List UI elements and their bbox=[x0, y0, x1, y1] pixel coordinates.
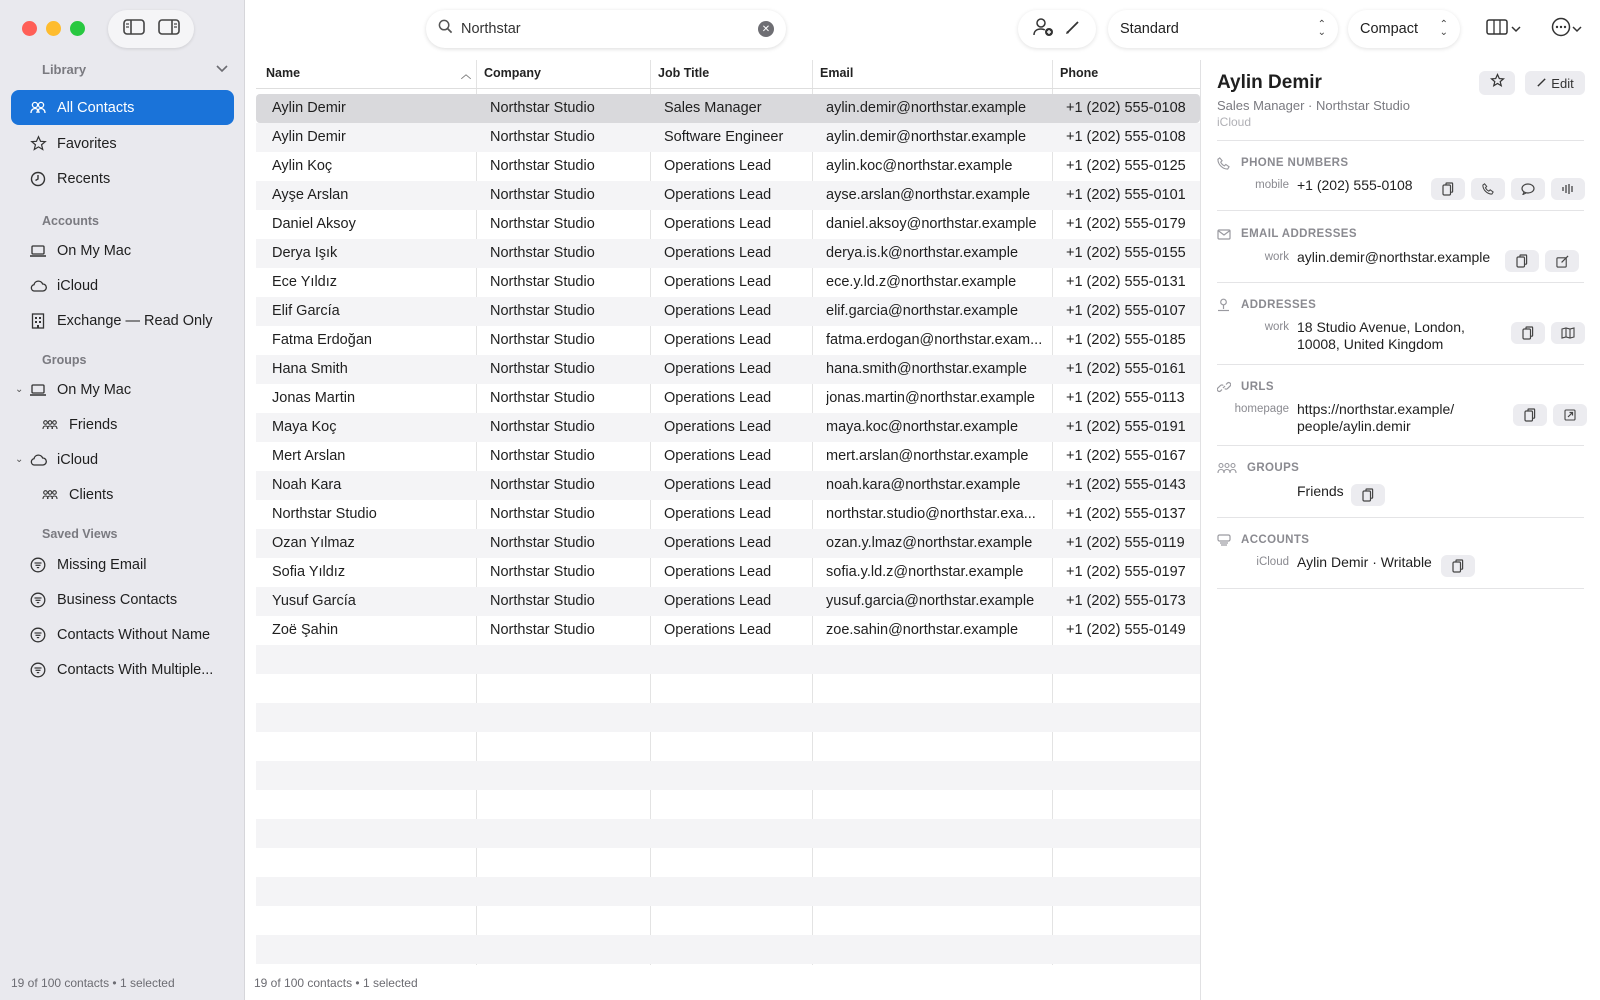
email-field bbox=[1217, 249, 1490, 266]
cell-email: derya.is.k@northstar.example bbox=[826, 245, 1019, 261]
phone-icon bbox=[1217, 155, 1233, 171]
view-mode-select[interactable] bbox=[1108, 10, 1338, 48]
filter-icon bbox=[29, 626, 47, 644]
sidebar-item-label: iCloud bbox=[57, 277, 99, 294]
sidebar-group-clients[interactable] bbox=[11, 477, 234, 512]
phone-label: mobile bbox=[1255, 179, 1289, 191]
cell-title: Operations Lead bbox=[664, 390, 772, 406]
filter-icon bbox=[29, 591, 47, 609]
sidebar-item-label: iCloud bbox=[57, 451, 99, 468]
sidebar-group-icloud[interactable] bbox=[11, 442, 234, 477]
column-header-label: Name bbox=[266, 66, 301, 80]
cell-title: Operations Lead bbox=[664, 187, 772, 203]
group-icon bbox=[1217, 460, 1239, 476]
map-pin-icon bbox=[1217, 297, 1233, 313]
link-icon bbox=[1217, 379, 1233, 395]
empty-row bbox=[256, 935, 1200, 964]
copy-icon[interactable] bbox=[1511, 322, 1545, 344]
phone-value[interactable]: +1 (202) 555-0108 bbox=[1297, 177, 1413, 193]
table-row[interactable] bbox=[256, 355, 1200, 384]
copy-icon[interactable] bbox=[1513, 404, 1547, 426]
table-row[interactable] bbox=[256, 529, 1200, 558]
copy-icon[interactable] bbox=[1351, 484, 1385, 506]
email-value[interactable]: aylin.demir@northstar.example bbox=[1297, 249, 1491, 265]
phone-field bbox=[1217, 177, 1413, 194]
groups-section-title: GROUPS bbox=[1247, 462, 1300, 474]
empty-row bbox=[256, 761, 1200, 790]
cell-phone: +1 (202) 555-0173 bbox=[1066, 593, 1186, 609]
sidebar-item-label: On My Mac bbox=[57, 242, 132, 259]
add-contact-icon[interactable] bbox=[1033, 17, 1055, 42]
saved-views-section-title: Saved Views bbox=[42, 527, 118, 541]
cell-company: Northstar Studio bbox=[490, 419, 595, 435]
filter-icon bbox=[29, 556, 47, 574]
sidebar-item-all-contacts[interactable] bbox=[11, 90, 234, 125]
open-link-icon[interactable] bbox=[1553, 404, 1587, 426]
cell-name: Fatma Erdoğan bbox=[272, 332, 372, 348]
contact-account: iCloud bbox=[1217, 115, 1252, 129]
cell-phone: +1 (202) 555-0155 bbox=[1066, 245, 1186, 261]
cell-name: Zoë Şahin bbox=[272, 622, 339, 638]
cell-name: Ece Yıldız bbox=[272, 274, 338, 290]
email-section bbox=[1217, 226, 1584, 242]
address-section-title: ADDRESSES bbox=[1241, 299, 1317, 311]
group-value[interactable]: Friends bbox=[1297, 483, 1344, 499]
contact-subtitle: Sales Manager · Northstar Studio bbox=[1217, 98, 1410, 113]
empty-row bbox=[256, 703, 1200, 732]
accounts-actions bbox=[1441, 555, 1475, 577]
cell-name: Mert Arslan bbox=[272, 448, 346, 464]
cell-name: Yusuf García bbox=[272, 593, 356, 609]
view-mode-value: Standard bbox=[1120, 21, 1179, 37]
table-row[interactable] bbox=[256, 152, 1200, 181]
cell-company: Northstar Studio bbox=[490, 303, 595, 319]
column-header-email[interactable]: Email bbox=[820, 66, 854, 80]
table-row[interactable] bbox=[256, 239, 1200, 268]
accounts-section bbox=[1217, 532, 1584, 548]
edit-pencil-icon[interactable] bbox=[1064, 18, 1082, 41]
updown-chevron-icon: ⌃ ⌄ bbox=[1439, 19, 1448, 38]
sort-ascending-icon: ︿ bbox=[461, 70, 471, 81]
url-field bbox=[1217, 401, 1454, 435]
cell-phone: +1 (202) 555-0113 bbox=[1066, 390, 1185, 406]
more-menu-button[interactable] bbox=[1540, 10, 1592, 48]
account-label: iCloud bbox=[1256, 556, 1289, 568]
url-actions bbox=[1513, 404, 1587, 426]
window-controls bbox=[22, 21, 85, 36]
contact-detail-panel bbox=[1200, 60, 1600, 1000]
clear-search-icon[interactable]: ✕ bbox=[758, 21, 774, 37]
cell-title: Operations Lead bbox=[664, 303, 772, 319]
saved-view-missing-email[interactable] bbox=[11, 547, 234, 582]
cell-company: Northstar Studio bbox=[490, 187, 595, 203]
cell-title: Operations Lead bbox=[664, 361, 772, 377]
accounts-section-title: ACCOUNTS bbox=[1241, 534, 1310, 546]
sidebar bbox=[0, 0, 245, 1000]
cell-title: Sales Manager bbox=[664, 100, 762, 116]
cell-title: Operations Lead bbox=[664, 274, 772, 290]
cell-phone: +1 (202) 555-0131 bbox=[1066, 274, 1186, 290]
copy-icon[interactable] bbox=[1431, 178, 1465, 200]
cell-phone: +1 (202) 555-0108 bbox=[1066, 129, 1186, 145]
cell-email: fatma.erdogan@northstar.exam... bbox=[826, 332, 1043, 348]
search-icon bbox=[438, 19, 453, 39]
divider bbox=[1217, 588, 1584, 589]
call-icon[interactable] bbox=[1471, 178, 1505, 200]
cloud-icon bbox=[29, 451, 47, 469]
saved-view-business-contacts[interactable] bbox=[11, 582, 234, 617]
cell-title: Operations Lead bbox=[664, 216, 772, 232]
map-icon[interactable] bbox=[1551, 322, 1585, 344]
empty-row bbox=[256, 674, 1200, 703]
table-row[interactable] bbox=[256, 181, 1200, 210]
sidebar-item-label: Exchange — Read Only bbox=[57, 312, 213, 329]
envelope-icon bbox=[1217, 226, 1233, 242]
density-select[interactable] bbox=[1348, 10, 1460, 48]
cell-email: elif.garcia@northstar.example bbox=[826, 303, 1019, 319]
cell-company: Northstar Studio bbox=[490, 593, 595, 609]
table-row[interactable] bbox=[256, 268, 1200, 297]
favorite-button[interactable] bbox=[1479, 71, 1515, 95]
cell-company: Northstar Studio bbox=[490, 361, 595, 377]
empty-row bbox=[256, 790, 1200, 819]
message-bubble-icon[interactable] bbox=[1511, 178, 1545, 200]
divider bbox=[1217, 364, 1584, 365]
search-field[interactable] bbox=[426, 10, 786, 48]
divider bbox=[1217, 445, 1584, 446]
columns-icon bbox=[1486, 19, 1508, 40]
cell-company: Northstar Studio bbox=[490, 245, 595, 261]
sidebar-toggle-group bbox=[108, 10, 194, 48]
cell-title: Software Engineer bbox=[664, 129, 784, 145]
sidebar-item-label: All Contacts bbox=[57, 99, 135, 116]
cell-phone: +1 (202) 555-0179 bbox=[1066, 216, 1186, 232]
contacts-table bbox=[256, 60, 1200, 965]
url-value[interactable] bbox=[1297, 401, 1454, 435]
copy-icon[interactable] bbox=[1441, 555, 1475, 577]
cell-phone: +1 (202) 555-0149 bbox=[1066, 622, 1186, 638]
address-value[interactable] bbox=[1297, 319, 1465, 353]
cell-phone: +1 (202) 555-0161 bbox=[1066, 361, 1186, 377]
table-row[interactable] bbox=[256, 94, 1200, 123]
table-body bbox=[256, 94, 1200, 964]
cell-name: Daniel Aksoy bbox=[272, 216, 356, 232]
library-label: Library bbox=[42, 61, 87, 77]
table-row[interactable] bbox=[256, 413, 1200, 442]
cell-email: aylin.demir@northstar.example bbox=[826, 100, 1027, 116]
sidebar-group-friends[interactable] bbox=[11, 407, 234, 442]
sidebar-item-label: Clients bbox=[69, 486, 114, 503]
library-header[interactable] bbox=[42, 60, 228, 78]
zoom-window-button[interactable] bbox=[70, 21, 85, 36]
empty-row bbox=[256, 645, 1200, 674]
cell-email: yusuf.garcia@northstar.example bbox=[826, 593, 1035, 609]
cell-title: Operations Lead bbox=[664, 419, 772, 435]
table-header bbox=[256, 60, 1200, 89]
table-status: 19 of 100 contacts • 1 selected bbox=[254, 976, 418, 990]
building-icon bbox=[29, 312, 47, 330]
ellipsis-circle-icon bbox=[1551, 17, 1571, 42]
cell-phone: +1 (202) 555-0119 bbox=[1066, 535, 1185, 551]
cell-company: Northstar Studio bbox=[490, 158, 595, 174]
cell-name: Maya Koç bbox=[272, 419, 337, 435]
phone-actions bbox=[1431, 178, 1585, 200]
cell-name: Ozan Yılmaz bbox=[272, 535, 355, 551]
pencil-icon bbox=[1536, 76, 1547, 91]
sidebar-item-label: Business Contacts bbox=[57, 591, 178, 608]
groups-section bbox=[1217, 460, 1584, 476]
empty-row bbox=[256, 877, 1200, 906]
star-icon bbox=[1490, 73, 1505, 93]
columns-menu-button[interactable] bbox=[1474, 10, 1532, 48]
divider bbox=[1217, 282, 1584, 283]
url-label: homepage bbox=[1234, 403, 1289, 415]
sidebar-item-label: On My Mac bbox=[57, 381, 132, 398]
laptop-icon bbox=[29, 242, 47, 260]
cell-title: Operations Lead bbox=[664, 593, 772, 609]
chevron-down-icon bbox=[1511, 20, 1521, 38]
sidebar-item-exchange[interactable] bbox=[11, 303, 234, 338]
cell-phone: +1 (202) 555-0101 bbox=[1066, 187, 1186, 203]
saved-view-contacts-without-name[interactable] bbox=[11, 617, 234, 652]
cell-phone: +1 (202) 555-0167 bbox=[1066, 448, 1186, 464]
empty-row bbox=[256, 848, 1200, 877]
cell-company: Northstar Studio bbox=[490, 100, 595, 116]
compose-icon[interactable] bbox=[1545, 250, 1579, 272]
sidebar-item-label: Contacts With Multiple... bbox=[57, 661, 214, 678]
address-label: work bbox=[1264, 321, 1289, 333]
account-value[interactable]: Aylin Demir · Writable bbox=[1297, 554, 1432, 570]
cell-email: ayse.arslan@northstar.example bbox=[826, 187, 1031, 203]
cell-name: Northstar Studio bbox=[272, 506, 377, 522]
cell-company: Northstar Studio bbox=[490, 390, 595, 406]
copy-icon[interactable] bbox=[1505, 250, 1539, 272]
address-line-1: 18 Studio Avenue, London, bbox=[1297, 319, 1465, 335]
phone-section-title: PHONE NUMBERS bbox=[1241, 157, 1349, 169]
empty-row bbox=[256, 819, 1200, 848]
minimize-window-button[interactable] bbox=[46, 21, 61, 36]
cell-name: Derya Işık bbox=[272, 245, 338, 261]
sidebar-group-on-my-mac[interactable] bbox=[11, 372, 234, 407]
cell-name: Sofia Yıldız bbox=[272, 564, 346, 580]
empty-row bbox=[256, 732, 1200, 761]
column-header-company[interactable]: Company bbox=[484, 66, 541, 80]
cell-name: Aylin Koç bbox=[272, 158, 333, 174]
cell-company: Northstar Studio bbox=[490, 448, 595, 464]
table-row[interactable] bbox=[256, 297, 1200, 326]
cell-company: Northstar Studio bbox=[490, 622, 595, 638]
cell-phone: +1 (202) 555-0125 bbox=[1066, 158, 1186, 174]
divider bbox=[1217, 517, 1584, 518]
cell-email: aylin.koc@northstar.example bbox=[826, 158, 1013, 174]
cell-name: Hana Smith bbox=[272, 361, 348, 377]
sidebar-item-label: Recents bbox=[57, 170, 111, 187]
cell-company: Northstar Studio bbox=[490, 274, 595, 290]
cell-title: Operations Lead bbox=[664, 477, 772, 493]
account-drive-icon bbox=[1217, 532, 1233, 548]
search-input[interactable] bbox=[461, 21, 758, 37]
cell-phone: +1 (202) 555-0197 bbox=[1066, 564, 1186, 580]
url-line-2: people/aylin.demir bbox=[1297, 418, 1411, 434]
sidebar-left-toggle-icon[interactable] bbox=[123, 19, 145, 40]
table-row[interactable] bbox=[256, 616, 1200, 645]
sidebar-item-label: Favorites bbox=[57, 135, 117, 152]
density-value: Compact bbox=[1360, 21, 1419, 37]
cell-name: Ayşe Arslan bbox=[272, 187, 349, 203]
cell-email: noah.kara@northstar.example bbox=[826, 477, 1021, 493]
cell-email: maya.koc@northstar.example bbox=[826, 419, 1019, 435]
url-line-1: https://northstar.example/ bbox=[1297, 401, 1455, 417]
sidebar-right-toggle-icon[interactable] bbox=[158, 19, 180, 40]
address-line-2: 10008, United Kingdom bbox=[1297, 336, 1444, 352]
cell-title: Operations Lead bbox=[664, 535, 772, 551]
person-group-icon bbox=[29, 99, 47, 117]
contact-name: Aylin Demir bbox=[1217, 72, 1322, 93]
edit-label: Edit bbox=[1551, 75, 1574, 91]
star-icon bbox=[29, 135, 47, 153]
cell-email: sofia.y.ld.z@northstar.example bbox=[826, 564, 1024, 580]
cell-email: hana.smith@northstar.example bbox=[826, 361, 1027, 377]
cell-company: Northstar Studio bbox=[490, 332, 595, 348]
cell-title: Operations Lead bbox=[664, 506, 772, 522]
cell-phone: +1 (202) 555-0108 bbox=[1066, 100, 1186, 116]
email-section-title: EMAIL ADDRESSES bbox=[1241, 228, 1357, 240]
cell-phone: +1 (202) 555-0107 bbox=[1066, 303, 1186, 319]
divider bbox=[1217, 210, 1584, 211]
cell-title: Operations Lead bbox=[664, 332, 772, 348]
cell-phone: +1 (202) 555-0185 bbox=[1066, 332, 1186, 348]
table-row[interactable] bbox=[256, 442, 1200, 471]
table-row[interactable] bbox=[256, 384, 1200, 413]
divider bbox=[1217, 140, 1584, 141]
cell-name: Elif García bbox=[272, 303, 340, 319]
column-header-phone[interactable]: Phone bbox=[1060, 66, 1099, 80]
cell-title: Operations Lead bbox=[664, 245, 772, 261]
close-window-button[interactable] bbox=[22, 21, 37, 36]
cell-company: Northstar Studio bbox=[490, 535, 595, 551]
table-row[interactable] bbox=[256, 471, 1200, 500]
cell-phone: +1 (202) 555-0137 bbox=[1066, 506, 1186, 522]
accounts-section-title: Accounts bbox=[42, 214, 99, 228]
sidebar-item-label: Missing Email bbox=[57, 556, 147, 573]
clock-icon bbox=[29, 170, 47, 188]
contact-actions-group bbox=[1018, 10, 1096, 48]
accounts-field bbox=[1217, 554, 1432, 571]
cell-email: mert.arslan@northstar.example bbox=[826, 448, 1029, 464]
sidebar-item-icloud[interactable] bbox=[11, 268, 234, 303]
address-section bbox=[1217, 297, 1584, 313]
cell-email: aylin.demir@northstar.example bbox=[826, 129, 1027, 145]
cell-email: zoe.sahin@northstar.example bbox=[826, 622, 1019, 638]
empty-row bbox=[256, 906, 1200, 935]
sidebar-status: 19 of 100 contacts • 1 selected bbox=[11, 976, 175, 990]
table-row[interactable] bbox=[256, 558, 1200, 587]
cell-name: Aylin Demir bbox=[272, 100, 346, 116]
sidebar-item-label: Contacts Without Name bbox=[57, 626, 211, 643]
cell-title: Operations Lead bbox=[664, 564, 772, 580]
sidebar-item-on-my-mac[interactable] bbox=[11, 233, 234, 268]
cell-title: Operations Lead bbox=[664, 448, 772, 464]
table-row[interactable] bbox=[256, 587, 1200, 616]
cell-company: Northstar Studio bbox=[490, 477, 595, 493]
groups-section-title: Groups bbox=[42, 353, 87, 367]
cell-phone: +1 (202) 555-0191 bbox=[1066, 419, 1186, 435]
cloud-icon bbox=[29, 277, 47, 295]
url-section bbox=[1217, 379, 1584, 395]
address-field bbox=[1217, 319, 1465, 353]
cell-email: ece.y.ld.z@northstar.example bbox=[826, 274, 1017, 290]
cell-name: Jonas Martin bbox=[272, 390, 356, 406]
updown-chevron-icon: ⌃ ⌄ bbox=[1317, 19, 1326, 38]
cell-email: jonas.martin@northstar.example bbox=[826, 390, 1035, 406]
cell-company: Northstar Studio bbox=[490, 506, 595, 522]
table-row[interactable] bbox=[256, 500, 1200, 529]
group-icon bbox=[41, 416, 59, 434]
cell-email: ozan.y.lmaz@northstar.example bbox=[826, 535, 1033, 551]
saved-view-contacts-with-multiple[interactable] bbox=[11, 652, 234, 687]
table-row[interactable] bbox=[256, 326, 1200, 355]
email-label: work bbox=[1264, 251, 1289, 263]
cell-company: Northstar Studio bbox=[490, 129, 595, 145]
sidebar-item-favorites[interactable] bbox=[11, 126, 234, 161]
waveform-icon[interactable] bbox=[1551, 178, 1585, 200]
edit-button[interactable] bbox=[1525, 71, 1585, 95]
cell-phone: +1 (202) 555-0143 bbox=[1066, 477, 1186, 493]
chevron-down-icon[interactable] bbox=[216, 60, 228, 78]
chevron-down-icon[interactable]: ⌄ bbox=[15, 384, 24, 395]
cell-title: Operations Lead bbox=[664, 158, 772, 174]
cell-name: Noah Kara bbox=[272, 477, 342, 493]
table-row[interactable] bbox=[256, 123, 1200, 152]
cell-title: Operations Lead bbox=[664, 622, 772, 638]
address-actions bbox=[1511, 322, 1585, 344]
cell-email: northstar.studio@northstar.exa... bbox=[826, 506, 1036, 522]
chevron-down-icon[interactable]: ⌄ bbox=[15, 454, 24, 465]
column-header-job-title[interactable]: Job Title bbox=[658, 66, 710, 80]
cell-email: daniel.aksoy@northstar.example bbox=[826, 216, 1037, 232]
group-icon bbox=[41, 486, 59, 504]
url-section-title: URLS bbox=[1241, 381, 1274, 393]
sidebar-item-recents[interactable] bbox=[11, 161, 234, 196]
cell-company: Northstar Studio bbox=[490, 564, 595, 580]
filter-icon bbox=[29, 661, 47, 679]
laptop-icon bbox=[29, 381, 47, 399]
cell-name: Aylin Demir bbox=[272, 129, 346, 145]
column-header-name[interactable] bbox=[266, 66, 471, 81]
chevron-down-icon bbox=[1572, 20, 1582, 38]
phone-section bbox=[1217, 155, 1584, 171]
sidebar-item-label: Friends bbox=[69, 416, 118, 433]
groups-field bbox=[1217, 483, 1344, 500]
cell-company: Northstar Studio bbox=[490, 216, 595, 232]
table-row[interactable] bbox=[256, 210, 1200, 239]
groups-actions bbox=[1351, 484, 1385, 506]
email-actions bbox=[1505, 250, 1579, 272]
